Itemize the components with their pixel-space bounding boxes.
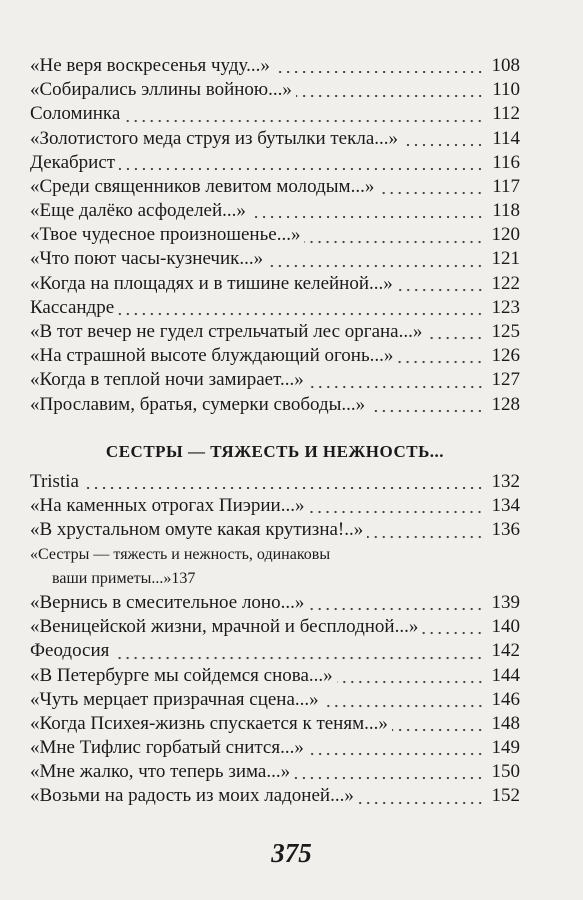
dot-leader xyxy=(358,801,484,805)
toc-entry xyxy=(30,223,520,247)
toc-entry xyxy=(30,712,520,736)
dot-leader xyxy=(397,360,484,364)
toc-entry-page: 149 xyxy=(491,737,520,759)
toc-entry xyxy=(30,664,520,688)
toc-entry xyxy=(30,368,520,392)
toc-entry-title: «Мне жалко, что теперь зима...» xyxy=(30,761,291,783)
toc-entry xyxy=(30,784,520,808)
toc-entry xyxy=(30,320,520,344)
dot-leader xyxy=(304,240,484,244)
toc-entry-page: 128 xyxy=(491,393,520,415)
dot-leader xyxy=(83,486,484,490)
toc-entry-page: 127 xyxy=(491,369,520,391)
toc-entry xyxy=(30,470,520,494)
toc-entry xyxy=(30,78,520,102)
toc-entry-page: 110 xyxy=(492,79,520,101)
toc-entry-page: 136 xyxy=(491,519,520,541)
toc-entry-title: «На каменных отрогах Пиэрии...» xyxy=(30,495,305,517)
toc-entry-page: 114 xyxy=(492,127,520,149)
toc-entry-title: «Что поют часы-кузнечик...» xyxy=(30,248,264,270)
toc-entry xyxy=(30,615,520,639)
toc-entry-page: 144 xyxy=(491,664,520,686)
dot-leader xyxy=(250,215,484,219)
toc-entry xyxy=(30,151,520,175)
toc-entry-title: «Прославим, братья, сумерки свободы...» xyxy=(30,393,366,415)
toc-entry-title: «На страшной высоте блуждающий огонь...» xyxy=(30,345,394,367)
dot-leader xyxy=(113,656,484,660)
toc-entry-title: «Золотистого меда струя из бутылки текла...» xyxy=(30,127,399,149)
toc-entry xyxy=(30,639,520,663)
dot-leader xyxy=(397,288,484,292)
dot-leader xyxy=(369,409,484,413)
toc-entry-title: «В хрустальном омуте какая крутизна!..» xyxy=(30,519,364,541)
toc-entry xyxy=(30,494,520,518)
dot-leader xyxy=(308,607,484,611)
toc-entry-title: Соломинка xyxy=(30,103,121,125)
toc-entry-title: «Когда в теплой ночи замирает...» xyxy=(30,369,304,391)
toc-entry xyxy=(30,272,520,296)
toc-entry-page: 112 xyxy=(492,103,520,125)
toc-entry-title: «Твое чудесное произношенье...» xyxy=(30,224,301,246)
toc-entry-page: 121 xyxy=(491,248,520,270)
toc-entry xyxy=(30,344,520,368)
toc-entry-page: 142 xyxy=(491,640,520,662)
toc-entry-title: «В тот вечер не гудел стрельчатый лес органа...» xyxy=(30,321,423,343)
page-number: 375 xyxy=(271,838,312,868)
toc-entry-title: Феодосия xyxy=(30,640,110,662)
toc-entry-page: 148 xyxy=(491,712,520,734)
dot-leader xyxy=(267,264,484,268)
dot-leader xyxy=(296,94,484,98)
toc-entry-title: «Вернись в смесительное лоно...» xyxy=(30,591,305,613)
dot-leader xyxy=(323,704,484,708)
toc-entry-title: «Среди священников левитом молодым...» xyxy=(30,175,375,197)
toc-entry xyxy=(30,102,520,126)
toc-entry xyxy=(30,393,520,417)
toc-entry-page: 123 xyxy=(491,296,520,318)
toc-entry-page: 134 xyxy=(491,495,520,517)
dot-leader xyxy=(308,752,484,756)
toc-entry-page: 146 xyxy=(491,688,520,710)
toc-entry xyxy=(30,591,520,615)
toc-entry-page: 125 xyxy=(491,321,520,343)
toc-entry-title-line1: «Сестры — тяжесть и нежность, одинаковы xyxy=(30,545,331,563)
dot-leader xyxy=(119,167,484,171)
toc-entry-title: «В Петербурге мы сойдемся снова...» xyxy=(30,664,333,686)
toc-entry-page: 152 xyxy=(491,785,520,807)
toc-entry-page: 118 xyxy=(492,200,520,222)
toc-entry-title: «Когда Психея-жизнь спускается к теням...» xyxy=(30,712,388,734)
toc-entry xyxy=(30,760,520,784)
section-heading: СЕСТРЫ — ТЯЖЕСТЬ И НЕЖНОСТЬ... xyxy=(105,442,445,461)
toc-entry-page: 139 xyxy=(491,591,520,613)
toc-entry-title: «Еще далёко асфоделей...» xyxy=(30,200,246,222)
dot-leader xyxy=(274,70,484,74)
dot-leader xyxy=(118,312,484,316)
toc-entry-title: «Веницейской жизни, мрачной и бесплодной...» xyxy=(30,616,419,638)
dot-leader xyxy=(367,535,484,539)
toc-entry-title-line2: ваши приметы...» xyxy=(52,569,172,587)
toc-entry-title: Tristia xyxy=(30,470,79,492)
toc-entry xyxy=(30,518,520,542)
dot-leader xyxy=(402,143,484,147)
toc-entry xyxy=(30,736,520,760)
toc-entry-title: «Чуть мерцает призрачная сцена...» xyxy=(30,688,319,710)
toc-entry-page: 122 xyxy=(491,272,520,294)
toc-entry xyxy=(30,296,520,320)
toc-entry-title: «Когда на площадях и в тишине келейной...» xyxy=(30,272,393,294)
toc-entry xyxy=(30,54,520,78)
toc-entry xyxy=(30,199,520,223)
toc-entry-page: 126 xyxy=(491,345,520,367)
dot-leader xyxy=(392,728,484,732)
toc-entry-page: 132 xyxy=(491,470,520,492)
dot-leader xyxy=(308,385,484,389)
toc-list-part1 xyxy=(30,54,520,417)
dot-leader xyxy=(124,119,484,123)
toc-entry xyxy=(30,248,520,272)
toc-entry-title: «Собирались эллины войною...» xyxy=(30,79,292,101)
toc-entry-page: 116 xyxy=(492,151,520,173)
dot-leader xyxy=(308,510,484,514)
toc-entry-page: 120 xyxy=(491,224,520,246)
toc-entry xyxy=(30,543,520,591)
toc-entry-title: «Мне Тифлис горбатый снится...» xyxy=(30,737,304,759)
dot-leader xyxy=(294,776,484,780)
dot-leader xyxy=(378,191,484,195)
toc-entry-title: «Не веря воскресенья чуду...» xyxy=(30,54,270,76)
toc-entry-page: 108 xyxy=(491,54,520,76)
toc-entry-page: 117 xyxy=(492,175,520,197)
toc-list-part2 xyxy=(30,470,520,809)
toc-entry xyxy=(30,175,520,199)
toc-entry xyxy=(30,688,520,712)
dot-leader xyxy=(337,680,484,684)
toc-entry xyxy=(30,127,520,151)
toc-entry-title: Декабрист xyxy=(30,151,116,173)
toc-entry-page: 137 xyxy=(171,569,196,587)
toc-entry-page: 150 xyxy=(491,761,520,783)
toc-entry-page: 140 xyxy=(491,616,520,638)
toc-entry-title: «Возьми на радость из моих ладоней...» xyxy=(30,785,354,807)
toc-entry-title: Кассандре xyxy=(30,296,115,318)
dot-leader xyxy=(422,631,484,635)
dot-leader xyxy=(426,336,484,340)
